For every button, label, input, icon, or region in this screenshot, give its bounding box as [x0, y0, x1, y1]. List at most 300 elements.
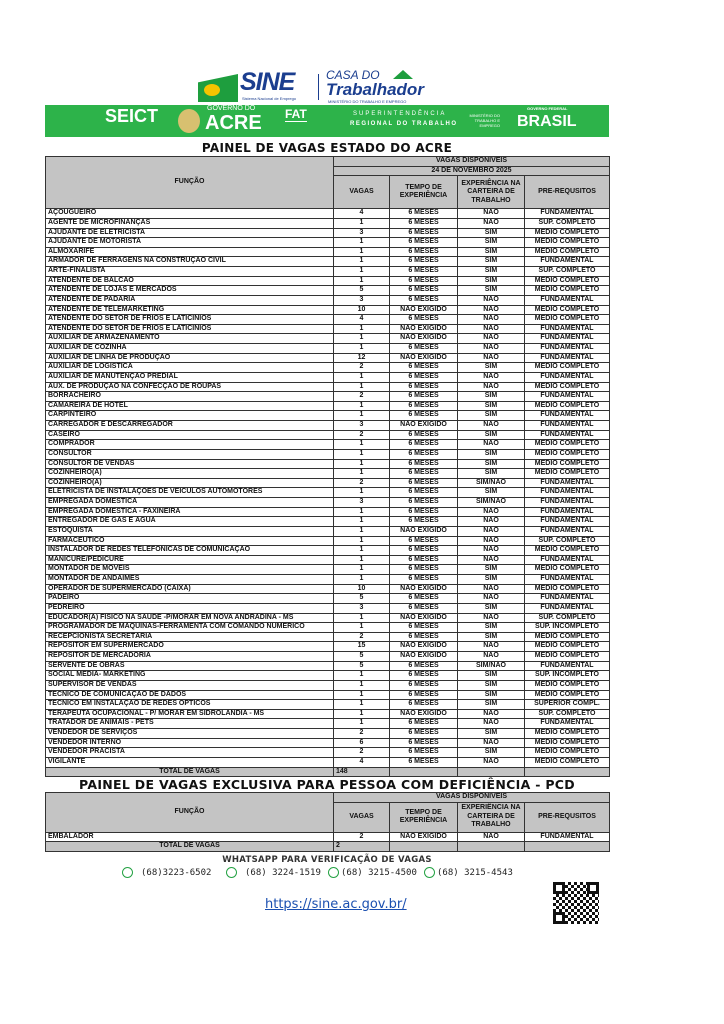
cell-vagas: 1 — [334, 488, 390, 498]
pcd-total-value: 2 — [334, 842, 390, 852]
cell-experiencia: SIM — [458, 276, 525, 286]
cell-vagas: 5 — [334, 286, 390, 296]
cell-experiencia: SIM — [458, 238, 525, 248]
cell-vagas: 12 — [334, 353, 390, 363]
cell-vagas: 1 — [334, 709, 390, 719]
cell-experiencia: SIM — [458, 488, 525, 498]
cell-vagas: 1 — [334, 565, 390, 575]
cell-pre-requisitos: MÉDIO COMPLETO — [525, 632, 610, 642]
cell-vagas: 1 — [334, 469, 390, 479]
cell-vagas: 1 — [334, 555, 390, 565]
phone-number: (68)3223-6502 — [141, 868, 212, 878]
cell-vagas: 1 — [334, 382, 390, 392]
table-row — [46, 690, 610, 700]
phone-1[interactable] — [122, 867, 211, 879]
cell-tempo: 6 MESES — [390, 738, 458, 748]
cell-experiencia: NÃO — [458, 832, 525, 842]
cell-funcao: REPOSITOR DE MERCADORIA — [46, 652, 334, 662]
cell-pre-requisitos: FUNDAMENTAL — [525, 411, 610, 421]
cell-vagas: 1 — [334, 267, 390, 277]
cell-vagas: 2 — [334, 748, 390, 758]
cell-vagas: 1 — [334, 507, 390, 517]
table-row — [46, 257, 610, 267]
sine-casa-do-trabalhador-logo — [198, 70, 448, 104]
cell-experiencia: SIM — [458, 228, 525, 238]
cell-tempo: NÃO EXIGIDO — [390, 334, 458, 344]
cell-tempo: 6 MESES — [390, 565, 458, 575]
cell-vagas: 2 — [334, 832, 390, 842]
cell-tempo: 6 MESES — [390, 401, 458, 411]
cell-tempo: 6 MESES — [390, 575, 458, 585]
cell-pre-requisitos: MÉDIO COMPLETO — [525, 584, 610, 594]
table-row — [46, 584, 610, 594]
table-row — [46, 575, 610, 585]
phone-number: (68) 3224-1519 — [245, 868, 321, 878]
cell-funcao: EMPREGADA DOMÉSTICA — [46, 498, 334, 508]
cell-tempo: NÃO EXIGIDO — [390, 652, 458, 662]
cell-vagas: 1 — [334, 671, 390, 681]
cell-pre-requisitos: SUP. COMPLETO — [525, 218, 610, 228]
empty-cell — [390, 767, 458, 777]
cell-vagas: 1 — [334, 238, 390, 248]
cell-pre-requisitos: FUNDAMENTAL — [525, 603, 610, 613]
cell-vagas: 5 — [334, 661, 390, 671]
cell-vagas: 3 — [334, 498, 390, 508]
trabalhador-text: Trabalhador — [326, 80, 424, 99]
empty-cell — [525, 842, 610, 852]
table-row — [46, 671, 610, 681]
cell-pre-requisitos: MÉDIO COMPLETO — [525, 440, 610, 450]
cell-experiencia: NÃO — [458, 709, 525, 719]
cell-funcao: VENDEDOR INTERNO — [46, 738, 334, 748]
pcd-title: PAINEL DE VAGAS EXCLUSIVA PARA PESSOA COM DEFICIÊNCIA - PCD — [79, 777, 575, 792]
cell-tempo: 6 MESES — [390, 372, 458, 382]
table-row — [46, 632, 610, 642]
sine-website-link[interactable]: https://sine.ac.gov.br/ — [265, 897, 407, 912]
cell-tempo: NÃO EXIGIDO — [390, 324, 458, 334]
cell-pre-requisitos: MÉDIO COMPLETO — [525, 642, 610, 652]
whatsapp-icon — [122, 867, 133, 878]
cell-experiencia: NÃO — [458, 584, 525, 594]
cell-experiencia: NÃO — [458, 209, 525, 219]
cell-pre-requisitos: MÉDIO COMPLETO — [525, 286, 610, 296]
cell-vagas: 2 — [334, 478, 390, 488]
cell-experiencia: NÃO — [458, 440, 525, 450]
cell-vagas: 2 — [334, 729, 390, 739]
cell-pre-requisitos: FUNDAMENTAL — [525, 372, 610, 382]
cell-experiencia: SIM — [458, 392, 525, 402]
cell-experiencia: SIM — [458, 690, 525, 700]
cell-tempo: 6 MESES — [390, 315, 458, 325]
cell-vagas: 1 — [334, 575, 390, 585]
cell-pre-requisitos: MÉDIO COMPLETO — [525, 449, 610, 459]
phone-2[interactable] — [226, 867, 321, 879]
cell-tempo: NÃO EXIGIDO — [390, 305, 458, 315]
cell-pre-requisitos: MÉDIO COMPLETO — [525, 382, 610, 392]
cell-vagas: 2 — [334, 363, 390, 373]
cell-funcao: ESTOQUISTA — [46, 526, 334, 536]
cell-tempo: 6 MESES — [390, 449, 458, 459]
empty-cell — [525, 767, 610, 777]
cell-tempo: 6 MESES — [390, 671, 458, 681]
cell-pre-requisitos: FUNDAMENTAL — [525, 575, 610, 585]
governo-federal-text: GOVERNO FEDERAL — [527, 106, 568, 111]
cell-experiencia: SIM — [458, 459, 525, 469]
cell-pre-requisitos: MÉDIO COMPLETO — [525, 315, 610, 325]
cell-funcao: TÉCNICO DE COMUNICAÇÃO DE DADOS — [46, 690, 334, 700]
cell-tempo: 6 MESES — [390, 392, 458, 402]
cell-funcao: CASEIRO — [46, 430, 334, 440]
cell-experiencia: SIM — [458, 449, 525, 459]
cell-funcao: MANICURE/PEDICURE — [46, 555, 334, 565]
cell-funcao: SUPERVISOR DE VENDAS — [46, 680, 334, 690]
phone-4[interactable] — [424, 867, 513, 879]
cell-funcao: MONTADOR DE ANDAIMES — [46, 575, 334, 585]
cell-experiencia: NÃO — [458, 526, 525, 536]
cell-pre-requisitos: MÉDIO COMPLETO — [525, 469, 610, 479]
cell-vagas: 3 — [334, 295, 390, 305]
cell-vagas: 15 — [334, 642, 390, 652]
table-row — [46, 652, 610, 662]
total-row — [46, 767, 610, 777]
cell-experiencia: SIM — [458, 671, 525, 681]
cell-tempo: 6 MESES — [390, 661, 458, 671]
cell-vagas: 2 — [334, 392, 390, 402]
cell-pre-requisitos: SUP. INCOMPLETO — [525, 671, 610, 681]
cell-experiencia: SIM — [458, 565, 525, 575]
cell-experiencia: SIM — [458, 430, 525, 440]
cell-tempo: 6 MESES — [390, 267, 458, 277]
cell-tempo: 6 MESES — [390, 218, 458, 228]
cell-funcao: CONSULTOR DE VENDAS — [46, 459, 334, 469]
cell-experiencia: SIM — [458, 632, 525, 642]
cell-vagas: 3 — [334, 603, 390, 613]
table-row — [46, 832, 610, 842]
cell-tempo: NÃO EXIGIDO — [390, 709, 458, 719]
cell-experiencia: NÃO — [458, 382, 525, 392]
cell-funcao: RECEPCIONISTA SECRETÁRIA — [46, 632, 334, 642]
cell-tempo: 6 MESES — [390, 757, 458, 767]
cell-vagas: 1 — [334, 700, 390, 710]
total-value: 148 — [334, 767, 390, 777]
cell-tempo: 6 MESES — [390, 623, 458, 633]
brazil-flag-icon — [198, 74, 238, 102]
house-roof-icon — [393, 70, 413, 79]
phone-number: (68) 3215-4500 — [341, 868, 417, 878]
page-title: PAINEL DE VAGAS ESTADO DO ACRE — [201, 141, 453, 155]
cell-tempo: NÃO EXIGIDO — [390, 353, 458, 363]
cell-pre-requisitos: MÉDIO COMPLETO — [525, 565, 610, 575]
pcd-col-funcao: FUNÇÃO — [46, 793, 334, 833]
cell-experiencia: NÃO — [458, 421, 525, 431]
cell-experiencia: SIM — [458, 700, 525, 710]
cell-tempo: 6 MESES — [390, 488, 458, 498]
pcd-col-experiencia: EXPERIÊNCIA NA CARTEIRA DE TRABALHO — [458, 802, 525, 832]
cell-tempo: NÃO EXIGIDO — [390, 613, 458, 623]
cell-experiencia: NÃO — [458, 738, 525, 748]
cell-experiencia: NÃO — [458, 757, 525, 767]
cell-vagas: 1 — [334, 536, 390, 546]
cell-funcao: ATENDENTE DE LOJAS E MERCADOS — [46, 286, 334, 296]
cell-pre-requisitos: FUNDAMENTAL — [525, 555, 610, 565]
cell-experiencia: SIM — [458, 680, 525, 690]
cell-funcao: CONSULTOR — [46, 449, 334, 459]
qr-code — [553, 882, 599, 924]
pcd-total-label: TOTAL DE VAGAS — [46, 842, 334, 852]
cell-funcao: EDUCADOR(A) FÍSICO NA SAÚDE -P/MORAR EM NOVA ANDRADINA - MS — [46, 613, 334, 623]
table-row — [46, 363, 610, 373]
cell-vagas: 1 — [334, 257, 390, 267]
table-row — [46, 459, 610, 469]
table-row — [46, 555, 610, 565]
cell-funcao: AUXILIAR DE MANUTENÇÃO PREDIAL — [46, 372, 334, 382]
pcd-table — [45, 792, 610, 852]
cell-pre-requisitos: FUNDAMENTAL — [525, 661, 610, 671]
cell-tempo: 6 MESES — [390, 632, 458, 642]
table-row — [46, 565, 610, 575]
cell-funcao: PEDREIRO — [46, 603, 334, 613]
cell-vagas: 1 — [334, 719, 390, 729]
cell-funcao: CARPINTEIRO — [46, 411, 334, 421]
cell-tempo: 6 MESES — [390, 459, 458, 469]
cell-funcao: ELETRICISTA DE INSTALAÇÕES DE VEICULOS AUTOMOTORES — [46, 488, 334, 498]
table-row — [46, 315, 610, 325]
cell-vagas: 1 — [334, 459, 390, 469]
cell-vagas: 3 — [334, 228, 390, 238]
table-row — [46, 305, 610, 315]
cell-pre-requisitos: MÉDIO COMPLETO — [525, 546, 610, 556]
cell-pre-requisitos: MÉDIO COMPLETO — [525, 459, 610, 469]
cell-pre-requisitos: MÉDIO COMPLETO — [525, 729, 610, 739]
cell-vagas: 10 — [334, 584, 390, 594]
table-row — [46, 372, 610, 382]
cell-experiencia: SIM — [458, 748, 525, 758]
cell-tempo: NÃO EXIGIDO — [390, 526, 458, 536]
cell-tempo: 6 MESES — [390, 536, 458, 546]
cell-funcao: TRATADOR DE ANIMAIS - PETS — [46, 719, 334, 729]
cell-pre-requisitos: MÉDIO COMPLETO — [525, 276, 610, 286]
cell-pre-requisitos: MÉDIO COMPLETO — [525, 228, 610, 238]
cell-pre-requisitos: MÉDIO COMPLETO — [525, 652, 610, 662]
table-row — [46, 344, 610, 354]
seict-logo: SEICT — [105, 106, 159, 126]
cell-experiencia: SIM — [458, 401, 525, 411]
cell-tempo: 6 MESES — [390, 719, 458, 729]
cell-funcao: SOCIAL MEDIA- MARKETING — [46, 671, 334, 681]
cell-vagas: 1 — [334, 411, 390, 421]
pcd-table-body — [46, 832, 610, 842]
cell-tempo: 6 MESES — [390, 507, 458, 517]
cell-pre-requisitos: SUP. COMPLETO — [525, 613, 610, 623]
cell-experiencia: SIM — [458, 257, 525, 267]
cell-funcao: INSTALADOR DE REDES TELEFÔNICAS DE COMUNICAÇÃO — [46, 546, 334, 556]
cell-funcao: COMPRADOR — [46, 440, 334, 450]
col-experiencia: EXPERIÊNCIA NA CARTEIRA DE TRABALHO — [458, 176, 525, 209]
table-row — [46, 700, 610, 710]
cell-funcao: AUX. DE PRODUÇÃO NA CONFECÇÃO DE ROUPAS — [46, 382, 334, 392]
cell-funcao: AUXILIAR DE LOGISTICA — [46, 363, 334, 373]
cell-funcao: AUXILIAR DE ARMAZENAMENTO — [46, 334, 334, 344]
table-row — [46, 401, 610, 411]
vagas-table-body — [46, 209, 610, 767]
cell-experiencia: NÃO — [458, 334, 525, 344]
cell-tempo: 6 MESES — [390, 228, 458, 238]
table-row — [46, 709, 610, 719]
col-pre-requisitos: PRE-REQUSITOS — [525, 176, 610, 209]
table-row — [46, 334, 610, 344]
cell-pre-requisitos: MÉDIO COMPLETO — [525, 690, 610, 700]
cell-funcao: SERVENTE DE OBRAS — [46, 661, 334, 671]
table-row — [46, 613, 610, 623]
whatsapp-icon — [328, 867, 339, 878]
acre-logo: ACRE — [205, 112, 262, 134]
table-row — [46, 267, 610, 277]
cell-experiencia: NÃO — [458, 719, 525, 729]
vagas-table — [45, 156, 610, 777]
cell-tempo: 6 MESES — [390, 257, 458, 267]
cell-pre-requisitos: FUNDAMENTAL — [525, 344, 610, 354]
cell-experiencia: SIM/NÃO — [458, 498, 525, 508]
cell-experiencia: NÃO — [458, 517, 525, 527]
table-row — [46, 392, 610, 402]
cell-funcao: REPOSITOR EM SUPERMERCADO — [46, 642, 334, 652]
pcd-vagas-disponiveis-header: VAGAS DISPONIVEIS — [334, 793, 610, 803]
table-row — [46, 324, 610, 334]
cell-pre-requisitos: FUNDAMENTAL — [525, 421, 610, 431]
cell-experiencia: SIM — [458, 247, 525, 257]
cell-pre-requisitos: FUNDAMENTAL — [525, 498, 610, 508]
cell-experiencia: SIM — [458, 267, 525, 277]
cell-experiencia: NÃO — [458, 305, 525, 315]
cell-pre-requisitos: FUNDAMENTAL — [525, 209, 610, 219]
table-row — [46, 729, 610, 739]
cell-vagas: 1 — [334, 276, 390, 286]
cell-tempo: NÃO EXIGIDO — [390, 642, 458, 652]
cell-pre-requisitos: FUNDAMENTAL — [525, 719, 610, 729]
cell-tempo: 6 MESES — [390, 286, 458, 296]
cell-pre-requisitos: FUNDAMENTAL — [525, 295, 610, 305]
cell-funcao: AJUDANTE DE MOTORISTA — [46, 238, 334, 248]
table-row — [46, 757, 610, 767]
brasil-logo: BRASIL — [517, 113, 577, 130]
cell-pre-requisitos: MÉDIO COMPLETO — [525, 738, 610, 748]
cell-vagas: 1 — [334, 247, 390, 257]
cell-vagas: 1 — [334, 526, 390, 536]
phone-3[interactable] — [328, 867, 417, 879]
cell-pre-requisitos: FUNDAMENTAL — [525, 392, 610, 402]
cell-vagas: 10 — [334, 305, 390, 315]
cell-experiencia: NÃO — [458, 372, 525, 382]
cell-vagas: 1 — [334, 334, 390, 344]
cell-funcao: FARMACÊUTICO — [46, 536, 334, 546]
cell-vagas: 1 — [334, 372, 390, 382]
cell-vagas: 1 — [334, 440, 390, 450]
cell-pre-requisitos: SUP. COMPLETO — [525, 709, 610, 719]
cell-funcao: ATENDENTE DE BALCÃO — [46, 276, 334, 286]
cell-experiencia: NÃO — [458, 324, 525, 334]
cell-experiencia: SIM — [458, 623, 525, 633]
col-funcao: FUNÇÃO — [46, 157, 334, 209]
cell-pre-requisitos: SUP. INCOMPLETO — [525, 623, 610, 633]
table-row — [46, 719, 610, 729]
table-row — [46, 536, 610, 546]
cell-experiencia: SIM/NÃO — [458, 478, 525, 488]
cell-experiencia: SIM/NÃO — [458, 661, 525, 671]
empty-cell — [458, 842, 525, 852]
cell-experiencia: NÃO — [458, 652, 525, 662]
cell-vagas: 1 — [334, 401, 390, 411]
table-row — [46, 286, 610, 296]
cell-tempo: 6 MESES — [390, 247, 458, 257]
table-row — [46, 440, 610, 450]
cell-pre-requisitos: FUNDAMENTAL — [525, 324, 610, 334]
cell-funcao: EMBALADOR — [46, 832, 334, 842]
cell-pre-requisitos: MÉDIO COMPLETO — [525, 680, 610, 690]
cell-experiencia: NÃO — [458, 555, 525, 565]
table-row — [46, 449, 610, 459]
cell-pre-requisitos: FUNDAMENTAL — [525, 478, 610, 488]
whatsapp-icon — [424, 867, 435, 878]
partners-banner — [45, 105, 609, 137]
table-row — [46, 488, 610, 498]
table-row — [46, 353, 610, 363]
cell-tempo: 6 MESES — [390, 680, 458, 690]
cell-funcao: BORRACHEIRO — [46, 392, 334, 402]
cell-pre-requisitos: FUNDAMENTAL — [525, 832, 610, 842]
table-row — [46, 382, 610, 392]
cell-funcao: PADEIRO — [46, 594, 334, 604]
date-header: 24 DE NOVEMBRO 2025 — [334, 166, 610, 176]
cell-tempo: 6 MESES — [390, 498, 458, 508]
cell-tempo: 6 MESES — [390, 382, 458, 392]
table-row — [46, 218, 610, 228]
fat-logo: FAT — [285, 107, 307, 121]
cell-funcao: PROGRAMADOR DE MÁQUINAS-FERRAMENTA COM COMANDO NUMÉRICO — [46, 623, 334, 633]
pcd-total-row — [46, 842, 610, 852]
cell-pre-requisitos: MÉDIO COMPLETO — [525, 238, 610, 248]
mte-text: MINISTÉRIO DO TRABALHO E EMPREGO — [469, 113, 500, 128]
cell-funcao: VENDEDOR DE SERVIÇOS — [46, 729, 334, 739]
cell-experiencia: NÃO — [458, 353, 525, 363]
cell-experiencia: NÃO — [458, 536, 525, 546]
table-row — [46, 411, 610, 421]
cell-pre-requisitos: SUPERIOR COMPL. — [525, 700, 610, 710]
cell-vagas: 4 — [334, 315, 390, 325]
cell-funcao: ATENDENTE DE TELEMARKETING — [46, 305, 334, 315]
cell-tempo: 6 MESES — [390, 748, 458, 758]
cell-pre-requisitos: FUNDAMENTAL — [525, 517, 610, 527]
cell-funcao: AÇOUGUEIRO — [46, 209, 334, 219]
cell-vagas: 2 — [334, 632, 390, 642]
table-row — [46, 295, 610, 305]
cell-pre-requisitos: MÉDIO COMPLETO — [525, 305, 610, 315]
table-row — [46, 430, 610, 440]
cell-funcao: AUXILIAR DE COZINHA — [46, 344, 334, 354]
cell-funcao: ALMOXARIFE — [46, 247, 334, 257]
empty-cell — [390, 842, 458, 852]
total-label: TOTAL DE VAGAS — [46, 767, 334, 777]
cell-funcao: AUXILIAR DE LINHA DE PRODUÇÃO — [46, 353, 334, 363]
cell-funcao: CARREGADOR E DESCARREGADOR — [46, 421, 334, 431]
cell-tempo: 6 MESES — [390, 238, 458, 248]
cell-vagas: 5 — [334, 594, 390, 604]
cell-tempo: 6 MESES — [390, 546, 458, 556]
cell-tempo: 6 MESES — [390, 690, 458, 700]
cell-tempo: 6 MESES — [390, 469, 458, 479]
superintendencia-text: SUPERINTENDÊNCIA — [353, 111, 447, 117]
cell-funcao: OPERADOR DE SUPERMERCADO (CAIXA) — [46, 584, 334, 594]
cell-experiencia: NÃO — [458, 642, 525, 652]
